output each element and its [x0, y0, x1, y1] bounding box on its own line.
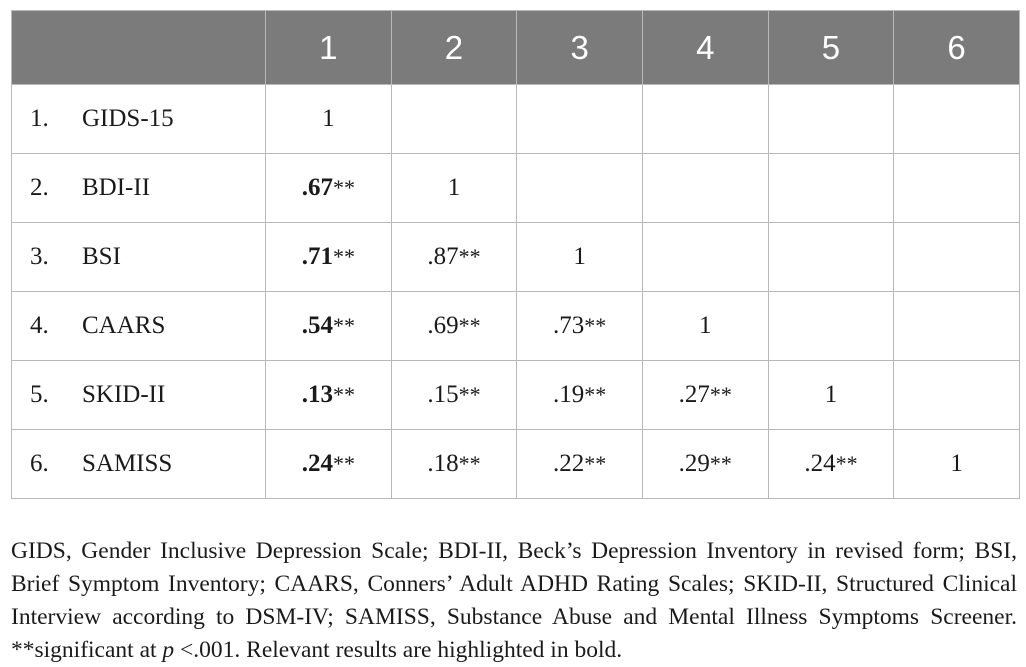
header-row [12, 11, 1020, 85]
row-label [12, 85, 266, 154]
header-cell-4: 4 [642, 11, 768, 85]
row-measure-name: SKID-II [82, 381, 166, 408]
correlation-cell [768, 361, 894, 430]
correlation-cell [266, 154, 392, 223]
correlation-cell [266, 430, 392, 499]
correlation-value: .67 [301, 174, 333, 201]
header-cell-6: 6 [894, 11, 1020, 85]
correlation-cell [517, 85, 643, 154]
correlation-cell [768, 223, 894, 292]
correlation-value: .19 [553, 381, 585, 408]
correlation-cell [517, 361, 643, 430]
correlation-cell [391, 430, 517, 499]
row-number: 4. [30, 312, 49, 339]
correlation-cell [642, 223, 768, 292]
correlation-value: .22 [553, 450, 585, 477]
correlation-cell [768, 292, 894, 361]
significance-marker: ** [458, 382, 481, 407]
significance-marker: ** [458, 244, 481, 269]
correlation-cell [894, 223, 1020, 292]
correlation-value: .71 [301, 243, 333, 270]
correlation-value: .15 [427, 381, 459, 408]
row-label [12, 430, 266, 499]
significance-marker: ** [584, 451, 607, 476]
significance-marker: ** [709, 451, 732, 476]
row-measure-name: BSI [82, 243, 121, 270]
correlation-cell [517, 430, 643, 499]
correlation-table-container [11, 10, 1019, 499]
row-measure-name: BDI-II [82, 174, 151, 201]
correlation-value: .87 [427, 243, 459, 270]
row-label [12, 361, 266, 430]
significance-marker: ** [584, 382, 607, 407]
table-row [12, 430, 1020, 499]
correlation-cell [266, 361, 392, 430]
correlation-value: .54 [301, 312, 333, 339]
significance-marker: ** [332, 382, 355, 407]
significance-marker: ** [332, 244, 355, 269]
correlation-value: .24 [301, 450, 333, 477]
correlation-cell [642, 292, 768, 361]
table-row [12, 361, 1020, 430]
correlation-value: .18 [427, 450, 459, 477]
correlation-value: .24 [804, 450, 836, 477]
table-body [12, 85, 1020, 499]
significance-marker: ** [458, 451, 481, 476]
correlation-value: 1 [699, 312, 712, 339]
correlation-cell [768, 154, 894, 223]
correlation-cell [642, 430, 768, 499]
correlation-cell [266, 223, 392, 292]
row-label [12, 292, 266, 361]
correlation-cell [266, 292, 392, 361]
correlation-cell [391, 223, 517, 292]
correlation-table [11, 10, 1020, 499]
correlation-cell [517, 292, 643, 361]
correlation-value: 1 [447, 174, 461, 201]
header-cell-2: 2 [391, 11, 517, 85]
correlation-cell [517, 154, 643, 223]
row-measure-name: GIDS-15 [82, 105, 174, 132]
correlation-cell [642, 85, 768, 154]
correlation-cell [894, 85, 1020, 154]
header-cell-5: 5 [768, 11, 894, 85]
row-label [12, 223, 266, 292]
significance-marker: ** [332, 175, 355, 200]
table-row [12, 223, 1020, 292]
significance-marker: ** [835, 451, 858, 476]
correlation-cell [894, 154, 1020, 223]
correlation-cell [391, 292, 517, 361]
significance-marker: ** [584, 313, 607, 338]
footnote-text: GIDS, Gender Inclusive Depression Scale; BDI-II, Beck’s Depression Inventory in revised form; BSI, Brief Symptom Inventory; CAARS, Conners’ Adult ADHD Rating Scales; SKID-II, Structured Clinical Interview according to DSM-IV; SAMISS, Substance Abuse and Mental Illness Symptoms Screener. **significant at [11, 537, 1017, 663]
significance-marker: ** [709, 382, 732, 407]
significance-marker: ** [332, 313, 355, 338]
row-measure-name: SAMISS [82, 450, 173, 477]
correlation-cell [391, 85, 517, 154]
correlation-cell [391, 361, 517, 430]
correlation-value: .29 [678, 450, 710, 477]
row-label [12, 154, 266, 223]
row-number: 5. [30, 381, 49, 408]
table-row [12, 154, 1020, 223]
correlation-cell [642, 154, 768, 223]
correlation-cell [768, 85, 894, 154]
correlation-value: .27 [678, 381, 710, 408]
correlation-value: .73 [553, 312, 585, 339]
correlation-value: .69 [427, 312, 459, 339]
footnote-p-symbol: p [162, 636, 175, 663]
header-cell-3: 3 [517, 11, 643, 85]
correlation-value: 1 [950, 450, 963, 477]
significance-marker: ** [332, 451, 355, 476]
correlation-value: 1 [573, 243, 586, 270]
header-cell-1: 1 [266, 11, 392, 85]
correlation-cell [894, 361, 1020, 430]
table-footnote [11, 535, 1017, 667]
table-row [12, 85, 1020, 154]
correlation-cell [517, 223, 643, 292]
row-measure-name: CAARS [82, 312, 166, 339]
correlation-cell [894, 292, 1020, 361]
row-number: 3. [30, 243, 49, 270]
correlation-cell [642, 361, 768, 430]
header-cell-empty [12, 11, 266, 85]
correlation-cell [391, 154, 517, 223]
correlation-value: 1 [322, 105, 335, 132]
correlation-value: .13 [301, 381, 333, 408]
correlation-cell [894, 430, 1020, 499]
footnote-text-end: <.001. Relevant results are highlighted in bold. [174, 636, 623, 663]
correlation-cell [266, 85, 392, 154]
correlation-cell [768, 430, 894, 499]
correlation-value: 1 [824, 381, 838, 408]
significance-marker: ** [458, 313, 481, 338]
row-number: 1. [30, 105, 49, 132]
row-number: 2. [30, 174, 49, 201]
table-row [12, 292, 1020, 361]
row-number: 6. [30, 450, 49, 477]
